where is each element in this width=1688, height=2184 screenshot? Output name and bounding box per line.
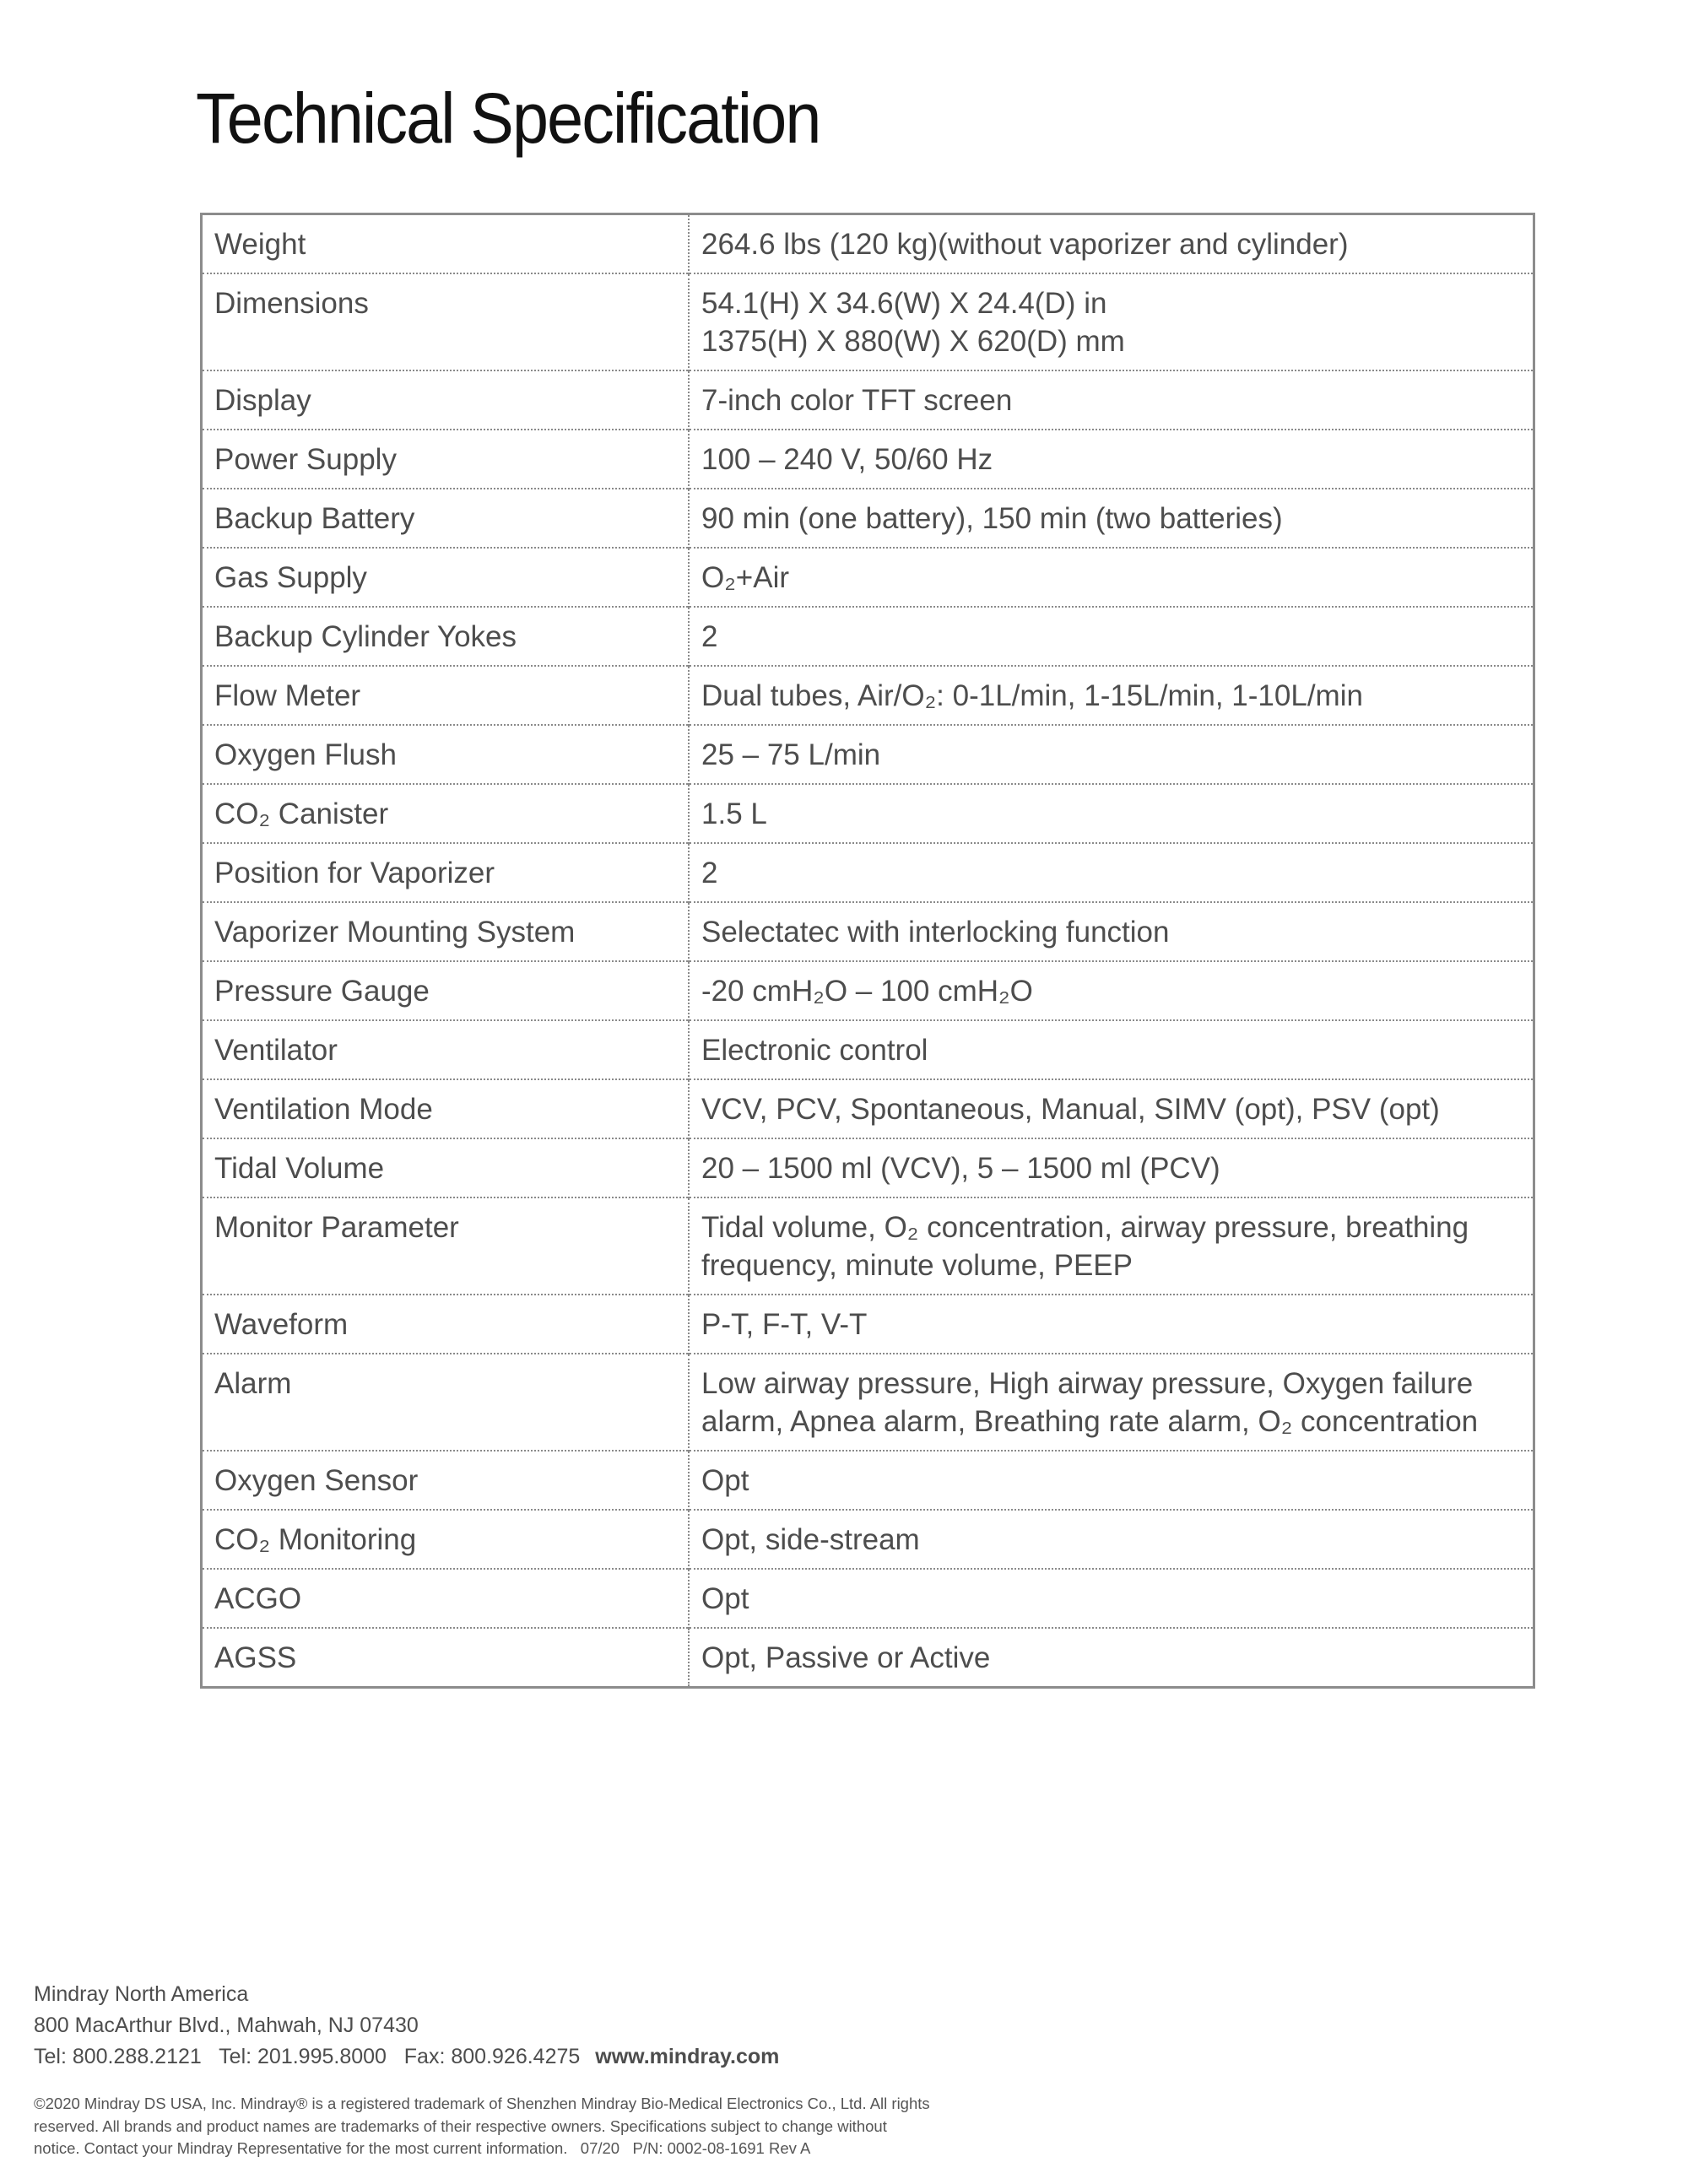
spec-label: Vaporizer Mounting System bbox=[202, 902, 690, 961]
spec-value bbox=[689, 430, 1534, 489]
spec-value bbox=[689, 273, 1534, 370]
spec-value-line: 20 – 1500 ml (VCV), 5 – 1500 ml (PCV) bbox=[701, 1152, 1220, 1185]
spec-label: Gas Supply bbox=[202, 548, 690, 607]
spec-row bbox=[202, 1451, 1534, 1510]
spec-label: Flow Meter bbox=[202, 666, 690, 725]
spec-row bbox=[202, 489, 1534, 548]
spec-value-line: VCV, PCV, Spontaneous, Manual, SIMV (opt), PSV (opt) bbox=[701, 1093, 1440, 1126]
spec-value-line: 1375(H) X 880(W) X 620(D) mm bbox=[701, 325, 1125, 358]
spec-value-line: 7-inch color TFT screen bbox=[701, 384, 1013, 417]
spec-row bbox=[202, 1020, 1534, 1079]
spec-row bbox=[202, 666, 1534, 725]
spec-label: Alarm bbox=[202, 1354, 690, 1451]
spec-row bbox=[202, 548, 1534, 607]
spec-row bbox=[202, 1197, 1534, 1295]
spec-row bbox=[202, 725, 1534, 784]
spec-row bbox=[202, 784, 1534, 843]
spec-row bbox=[202, 1354, 1534, 1451]
spec-row bbox=[202, 1295, 1534, 1354]
spec-value-line: Low airway pressure, High airway pressure, Oxygen failure bbox=[701, 1367, 1474, 1400]
spec-value-line: frequency, minute volume, PEEP bbox=[701, 1249, 1133, 1282]
spec-value bbox=[689, 902, 1534, 961]
spec-value-line: Opt, Passive or Active bbox=[701, 1641, 991, 1674]
spec-row bbox=[202, 843, 1534, 902]
phone-fax: Tel: 800.288.2121 Tel: 201.995.8000 Fax: 800.926.4275 bbox=[34, 2045, 581, 2068]
spec-value bbox=[689, 548, 1534, 607]
spec-label: Weight bbox=[202, 214, 690, 274]
spec-value-line: Opt bbox=[701, 1464, 749, 1497]
page-title: Technical Specification bbox=[196, 78, 820, 158]
spec-value-line: 1.5 L bbox=[701, 797, 767, 830]
spec-label: Backup Battery bbox=[202, 489, 690, 548]
spec-value bbox=[689, 1569, 1534, 1628]
spec-value bbox=[689, 784, 1534, 843]
spec-value-line: 100 – 240 V, 50/60 Hz bbox=[701, 443, 993, 476]
spec-value bbox=[689, 1628, 1534, 1688]
spec-value bbox=[689, 1354, 1534, 1451]
spec-label: CO₂ Monitoring bbox=[202, 1510, 690, 1569]
spec-value bbox=[689, 1020, 1534, 1079]
spec-value-line: Opt, side-stream bbox=[701, 1523, 920, 1556]
spec-label: Position for Vaporizer bbox=[202, 843, 690, 902]
spec-value bbox=[689, 607, 1534, 666]
spec-value-line: P-T, F-T, V-T bbox=[701, 1308, 868, 1341]
spec-label: Pressure Gauge bbox=[202, 961, 690, 1020]
spec-label: Ventilation Mode bbox=[202, 1079, 690, 1138]
spec-table-body bbox=[202, 214, 1534, 1688]
spec-value bbox=[689, 1079, 1534, 1138]
spec-row bbox=[202, 1510, 1534, 1569]
spec-label: ACGO bbox=[202, 1569, 690, 1628]
spec-label: Power Supply bbox=[202, 430, 690, 489]
spec-value-line: Opt bbox=[701, 1582, 749, 1615]
spec-value-line: Tidal volume, O₂ concentration, airway pressure, breathing bbox=[701, 1211, 1469, 1244]
spec-row bbox=[202, 902, 1534, 961]
spec-value-line: O₂+Air bbox=[701, 561, 790, 594]
contact-line bbox=[34, 2041, 779, 2073]
spec-value-line: 2 bbox=[701, 857, 718, 889]
spec-value-line: 264.6 lbs (120 kg)(without vaporizer and cylinder) bbox=[701, 228, 1349, 261]
spec-table bbox=[200, 213, 1535, 1689]
spec-label: Display bbox=[202, 370, 690, 430]
spec-value-line: Dual tubes, Air/O₂: 0-1L/min, 1-15L/min, 1-10L/min bbox=[701, 679, 1363, 712]
company-name: Mindray North America bbox=[34, 1982, 249, 2006]
spec-label: Oxygen Sensor bbox=[202, 1451, 690, 1510]
spec-value bbox=[689, 214, 1534, 274]
spec-value bbox=[689, 843, 1534, 902]
legal-notice bbox=[34, 2093, 1013, 2160]
spec-label: Waveform bbox=[202, 1295, 690, 1354]
spec-row bbox=[202, 1079, 1534, 1138]
spec-value bbox=[689, 1197, 1534, 1295]
spec-value bbox=[689, 370, 1534, 430]
spec-label: Ventilator bbox=[202, 1020, 690, 1079]
spec-value bbox=[689, 961, 1534, 1020]
spec-row bbox=[202, 370, 1534, 430]
spec-value bbox=[689, 666, 1534, 725]
spec-value bbox=[689, 725, 1534, 784]
company-address: 800 MacArthur Blvd., Mahwah, NJ 07430 bbox=[34, 2014, 419, 2037]
spec-value-line: alarm, Apnea alarm, Breathing rate alarm, O₂ concentration bbox=[701, 1405, 1479, 1438]
legal-line-2: reserved. All brands and product names are trademarks of their respective owners. Specifications subject to change without bbox=[34, 2116, 887, 2135]
spec-label: CO₂ Canister bbox=[202, 784, 690, 843]
spec-value-line: 90 min (one battery), 150 min (two batteries) bbox=[701, 502, 1283, 535]
spec-value-line: 54.1(H) X 34.6(W) X 24.4(D) in bbox=[701, 287, 1107, 320]
spec-value-line: Electronic control bbox=[701, 1034, 928, 1067]
spec-row bbox=[202, 273, 1534, 370]
footer-contact bbox=[34, 1979, 779, 2073]
spec-label: Tidal Volume bbox=[202, 1138, 690, 1197]
spec-value bbox=[689, 1295, 1534, 1354]
spec-value-line: 2 bbox=[701, 620, 718, 653]
website-link[interactable]: www.mindray.com bbox=[595, 2045, 780, 2068]
spec-value bbox=[689, 1451, 1534, 1510]
spec-label: Dimensions bbox=[202, 273, 690, 370]
spec-row bbox=[202, 1628, 1534, 1688]
legal-line-3: notice. Contact your Mindray Representative for the most current information. 07/20 P/N: 0002-08-1691 Rev A bbox=[34, 2139, 811, 2157]
spec-value bbox=[689, 1138, 1534, 1197]
spec-label: Oxygen Flush bbox=[202, 725, 690, 784]
spec-value bbox=[689, 489, 1534, 548]
spec-label: Backup Cylinder Yokes bbox=[202, 607, 690, 666]
spec-row bbox=[202, 214, 1534, 274]
spec-value-line: -20 cmH₂O – 100 cmH₂O bbox=[701, 975, 1033, 1008]
spec-value-line: Selectatec with interlocking function bbox=[701, 916, 1170, 949]
spec-label: AGSS bbox=[202, 1628, 690, 1688]
spec-row bbox=[202, 1138, 1534, 1197]
legal-line-1: ©2020 Mindray DS USA, Inc. Mindray® is a registered trademark of Shenzhen Mindray Bio-Medical Electronics Co., Ltd. All rights bbox=[34, 2095, 930, 2112]
spec-value-line: 25 – 75 L/min bbox=[701, 738, 881, 771]
spec-row bbox=[202, 430, 1534, 489]
spec-value bbox=[689, 1510, 1534, 1569]
spec-row bbox=[202, 607, 1534, 666]
spec-row bbox=[202, 1569, 1534, 1628]
spec-label: Monitor Parameter bbox=[202, 1197, 690, 1295]
spec-row bbox=[202, 961, 1534, 1020]
